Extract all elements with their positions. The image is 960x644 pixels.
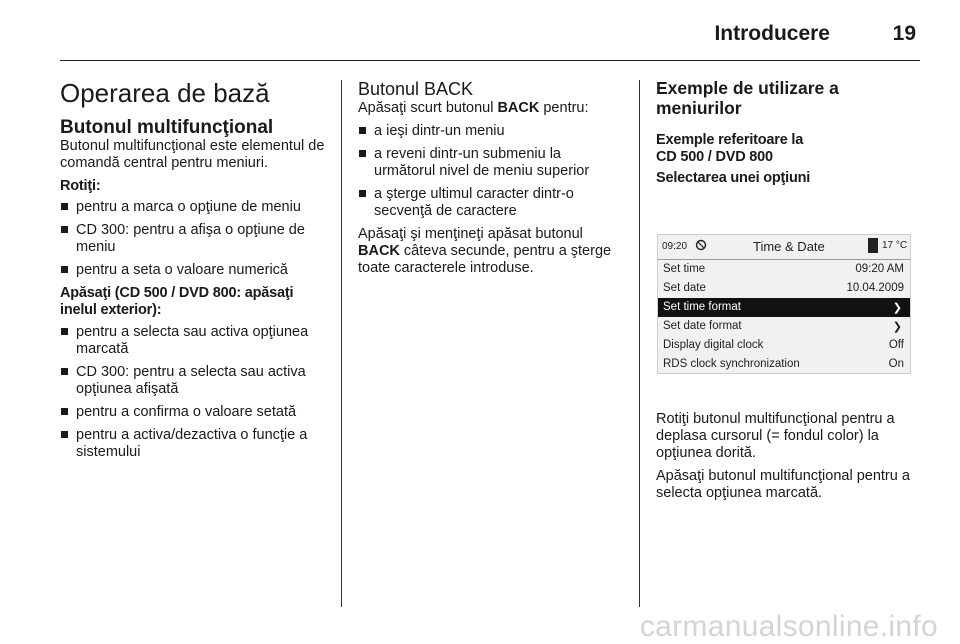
screen-status-bar [658,235,910,260]
chevron-right-icon: ❯ [892,321,902,333]
screen-clock: 09:20 [662,241,688,252]
menu-row-label: Set date format [663,320,742,332]
menu-row-set-date-format[interactable] [658,317,910,336]
section-title: Operarea de bază [60,78,270,108]
press-label: Apăsaţi (CD 500 / DVD 800: apăsaţi inelul exterior): [60,285,294,318]
list-item: a şterge ultimul caracter dintr-o secvenţă de caractere [358,186,624,220]
time-date-screen [657,234,911,374]
select-option-heading: Selectarea unei opţiuni [656,170,811,186]
menu-row-label: Set date [663,282,706,294]
menu-row-label: Set time [663,263,706,275]
column-divider-1 [341,80,342,607]
menu-row-label: Display digital clock [663,339,764,351]
chevron-right-icon: ❯ [892,302,902,314]
menu-row-set-time-format[interactable] [658,298,910,317]
rotate-paragraph: Rotiţi butonul multifuncţional pentru a deplasa cursorul (= fondul color) la opţiunea dorită. [656,411,895,461]
examples-subheading: Exemple referitoare la CD 500 / DVD 800 [656,132,804,165]
back-button-heading: Butonul BACK [358,79,474,99]
menu-row-value: Off [888,339,904,351]
header-title: Introducere [714,22,830,45]
column-back-button [358,78,624,283]
display-screenshot [653,199,919,411]
back-keyword: BACK [358,243,400,259]
rotate-list [60,199,326,279]
menu-row-set-date[interactable] [658,279,910,298]
back-intro-text-end: pentru: [539,100,589,116]
list-item: pentru a marca o opţiune de meniu [60,199,326,216]
watermark: carmanualsonline.info [639,610,938,643]
screen-title: Time & Date [753,239,825,254]
menu-row-value: On [888,358,904,370]
back-keyword: BACK [497,100,540,116]
column-divider-2 [639,80,640,607]
back-list [358,123,624,220]
list-item: pentru a confirma o valoare setată [60,404,326,421]
hold-text: Apăsaţi şi menţineţi apăsat butonul [358,226,583,242]
back-hold-paragraph [358,226,624,277]
list-item: a reveni dintr-un submeniu la următorul nivel de meniu superior [358,146,624,180]
menu-row-display-digital-clock[interactable] [658,336,910,355]
header-rule [60,60,920,61]
menu-row-label: Set time format [663,301,741,313]
column-basic-operation [60,78,326,467]
list-item: pentru a seta o valoare numerică [60,262,326,279]
list-item: a ieşi dintr-un meniu [358,123,624,140]
menu-row-rds-clock-sync[interactable] [658,355,910,374]
menu-row-label: RDS clock synchronization [663,358,800,370]
multifunction-intro: Butonul multifuncţional este elementul de comandă central pentru meniuri. [60,138,325,171]
back-intro [358,100,624,117]
list-item: CD 300: pentru a selecta sau activa opţiunea afişată [60,364,326,398]
examples-heading: Exemple de utilizare a meniurilor [656,78,839,118]
multifunction-knob-heading: Butonul multifuncţional [60,117,274,138]
list-item: pentru a selecta sau activa opţiunea marcată [60,324,326,358]
menu-row-value: 10.04.2009 [846,282,904,294]
column-menu-examples [656,78,922,508]
rotate-label: Rotiţi: [60,178,101,194]
press-list [60,324,326,461]
page-number: 19 [892,22,916,45]
thermometer-icon [868,238,878,253]
menu-row-value: 09:20 AM [855,263,904,275]
press-paragraph: Apăsaţi butonul multifuncţional pentru a selecta opţiunea marcată. [656,468,910,501]
list-item: CD 300: pentru a afişa o opţiune de meniu [60,222,326,256]
clock-sync-icon [695,239,707,251]
back-intro-text: Apăsaţi scurt butonul [358,100,498,116]
hold-text-end: câteva secunde, pentru a şterge toate caracterele introduse. [358,243,612,276]
screen-temperature: 17 °C [882,240,908,251]
list-item: pentru a activa/dezactiva o funcţie a sistemului [60,427,326,461]
menu-row-set-time[interactable] [658,260,910,279]
